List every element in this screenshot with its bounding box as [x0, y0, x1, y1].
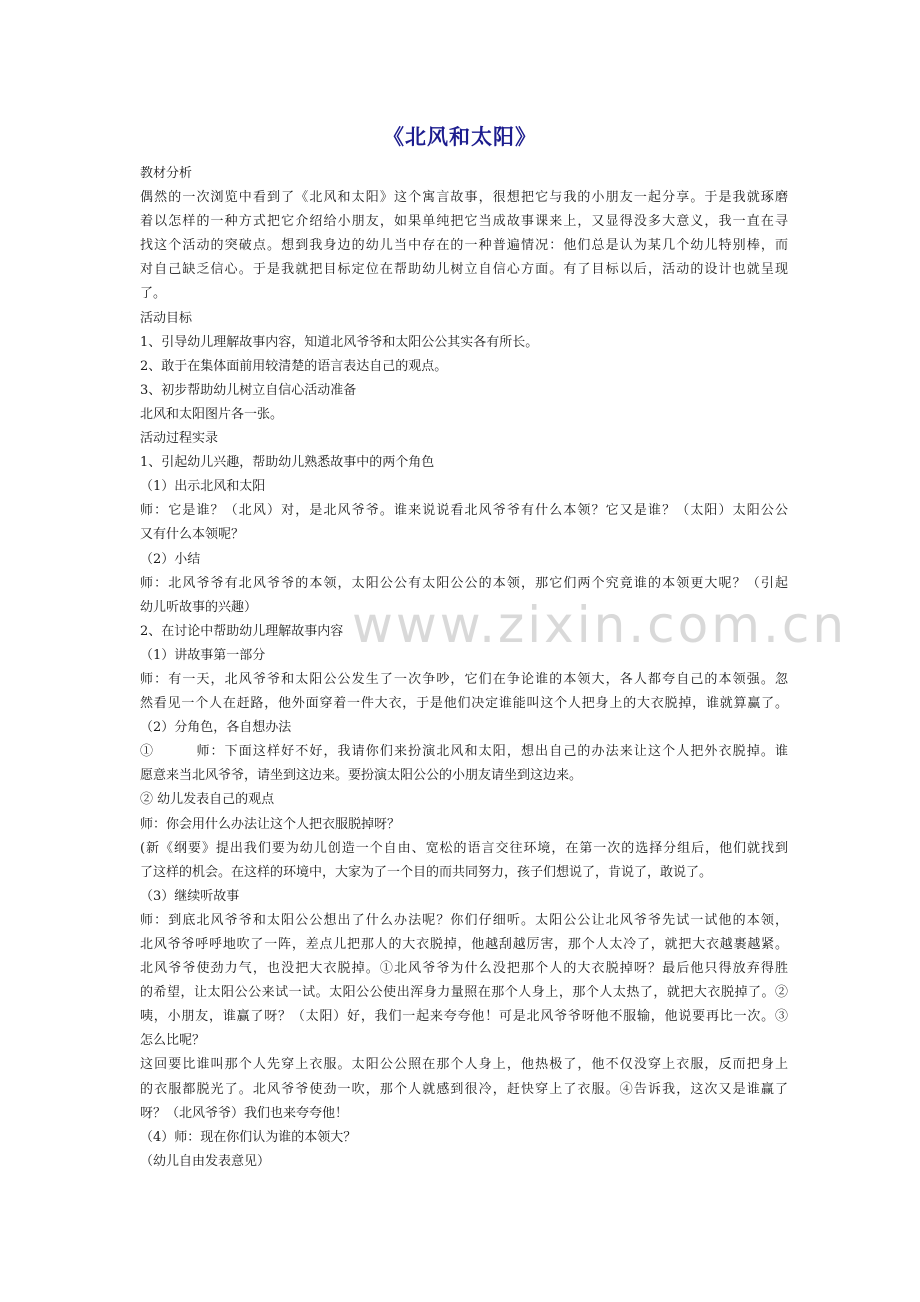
- paragraph-line: 的希望，让太阳公公来试一试。太阳公公使出浑身力量照在那个人身上，那个人太热了，就把大衣脱掉了。②: [140, 985, 788, 1001]
- sub-step-heading: （4）师：现在你们认为谁的本领大？: [140, 1129, 357, 1145]
- step-heading: 1、引起幼儿兴趣，帮助幼儿熟悉故事中的两个角色: [140, 455, 435, 471]
- paragraph-line: 幼儿听故事的兴趣）: [140, 599, 258, 615]
- paragraph-line: 北风爷爷呼呼地吹了一阵，差点儿把那人的大衣脱掉，他越刮越厉害，那个人太冷了，就把大衣越裹越紧。: [140, 937, 788, 952]
- paragraph-line: 师：你会用什么办法让这个人把衣服脱掉呀？: [140, 816, 401, 832]
- preparation-line: 北风和太阳图片各一张。: [140, 406, 284, 422]
- section-heading-analysis: 教材分析: [140, 166, 193, 181]
- paragraph-line: 师：有一天，北风爷爷和太阳公公发生了一次争吵，它们在争论谁的本领大，各人都夸自己的本领强。忽: [140, 671, 788, 687]
- paragraph-line: 咦，小朋友，谁赢了呀？（太阳）好，我们一起来夸夸他！可是北风爷爷呀他不服输，他说要再比一次。③: [140, 1009, 788, 1025]
- step-heading: 2、在讨论中帮助幼儿理解故事内容: [140, 623, 344, 639]
- sub-step-heading: （2）分角色，各自想办法: [140, 720, 292, 736]
- sub-step-heading: （3）继续听故事: [140, 888, 240, 904]
- paragraph-line: 的衣服都脱光了。北风爷爷使劲一吹，那个人就感到很冷，赶快穿上了衣服。④告诉我，这次又是谁赢了: [140, 1081, 788, 1097]
- section-heading-goals: 活动目标: [140, 310, 193, 326]
- sub-step-heading: （1）出示北风和太阳: [140, 479, 266, 495]
- section-heading-process: 活动过程实录: [140, 431, 219, 447]
- sub-step-heading: （2）小结: [140, 551, 201, 567]
- goal-item: 2、敢于在集体面前用较清楚的语言表达自己的观点。: [140, 358, 448, 374]
- paragraph-line: 愿意来当北风爷爷，请坐到这边来。要扮演太阳公公的小朋友请坐到这边来。: [140, 768, 583, 784]
- sub-step-heading: ② 幼儿发表自己的观点: [140, 792, 275, 808]
- paragraph-line: 对自己缺乏信心。于是我就把目标定位在帮助幼儿树立自信心方面。有了目标以后，活动的设计也就呈现: [140, 262, 788, 278]
- paragraph-line: 了。: [140, 286, 167, 302]
- paragraph-line: 然看见一个人在赶路，他外面穿着一件大衣，于是他们决定谁能叫这个人把身上的大衣脱掉，谁就算赢了。: [140, 696, 788, 712]
- paragraph-line: 师：它是谁？（北风）对，是北风爷爷。谁来说说看北风爷爷有什么本领？它又是谁？（太阳）太阳公公: [140, 503, 788, 519]
- paragraph-line: 着以怎样的一种方式把它介绍给小朋友，如果单纯把它当成故事课来上，又显得没多大意义，我一直在寻: [140, 214, 788, 230]
- sub-step-heading: （1）讲故事第一部分: [140, 647, 266, 663]
- paragraph-line: 找这个活动的突破点。想到我身边的幼儿当中存在的一种普遍情况：他们总是认为某几个幼儿特别棒，而: [140, 238, 788, 254]
- watermark: www.zixin.com.cn: [352, 596, 848, 654]
- paragraph-line: 又有什么本领呢？: [140, 527, 245, 543]
- goal-item: 3、初步帮助幼儿树立自信心活动准备: [140, 382, 357, 398]
- document-body: [140, 162, 788, 1174]
- document-title: 《北风和太阳》: [383, 125, 537, 149]
- paragraph-line: (新《纲要》提出我们要为幼儿创造一个自由、宽松的语言交往环境，在第一次的选择分组后，他们就找到: [140, 840, 788, 856]
- goal-item: 1、引导幼儿理解故事内容，知道北风爷爷和太阳公公其实各有所长。: [140, 334, 539, 350]
- paragraph-line: 师：北风爷爷有北风爷爷的本领，太阳公公有太阳公公的本领，那它们两个究竟谁的本领更大呢？（引起: [140, 575, 788, 591]
- paragraph-line: （幼儿自由发表意见）: [140, 1153, 271, 1169]
- paragraph-line: 偶然的一次浏览中看到了《北风和太阳》这个寓言故事，很想把它与我的小朋友一起分享。于是我就琢磨: [140, 190, 788, 206]
- paragraph-line: 了这样的机会。在这样的环境中，大家为了一个目的而共同努力，孩子们想说了，肯说了，敢说了。: [140, 864, 713, 880]
- paragraph-line: 这回要比谁叫那个人先穿上衣服。太阳公公照在那个人身上，他热极了，他不仅没穿上衣服，反而把身上: [140, 1057, 788, 1073]
- paragraph-line: ① 师：下面这样好不好，我请你们来扮演北风和太阳，想出自己的办法来让这个人把外衣脱掉。谁: [140, 744, 788, 760]
- paragraph-line: 北风爷爷使劲力气，也没把大衣脱掉。①北风爷爷为什么没把那个人的大衣脱掉呀？最后他只得放弃得胜: [140, 961, 788, 977]
- paragraph-line: 呀？（北风爷爷）我们也来夸夸他！: [140, 1105, 349, 1121]
- paragraph-line: 怎么比呢？: [140, 1033, 206, 1049]
- paragraph-line: 师：到底北风爷爷和太阳公公想出了什么办法呢？你们仔细听。太阳公公让北风爷爷先试一试他的本领，: [140, 912, 788, 928]
